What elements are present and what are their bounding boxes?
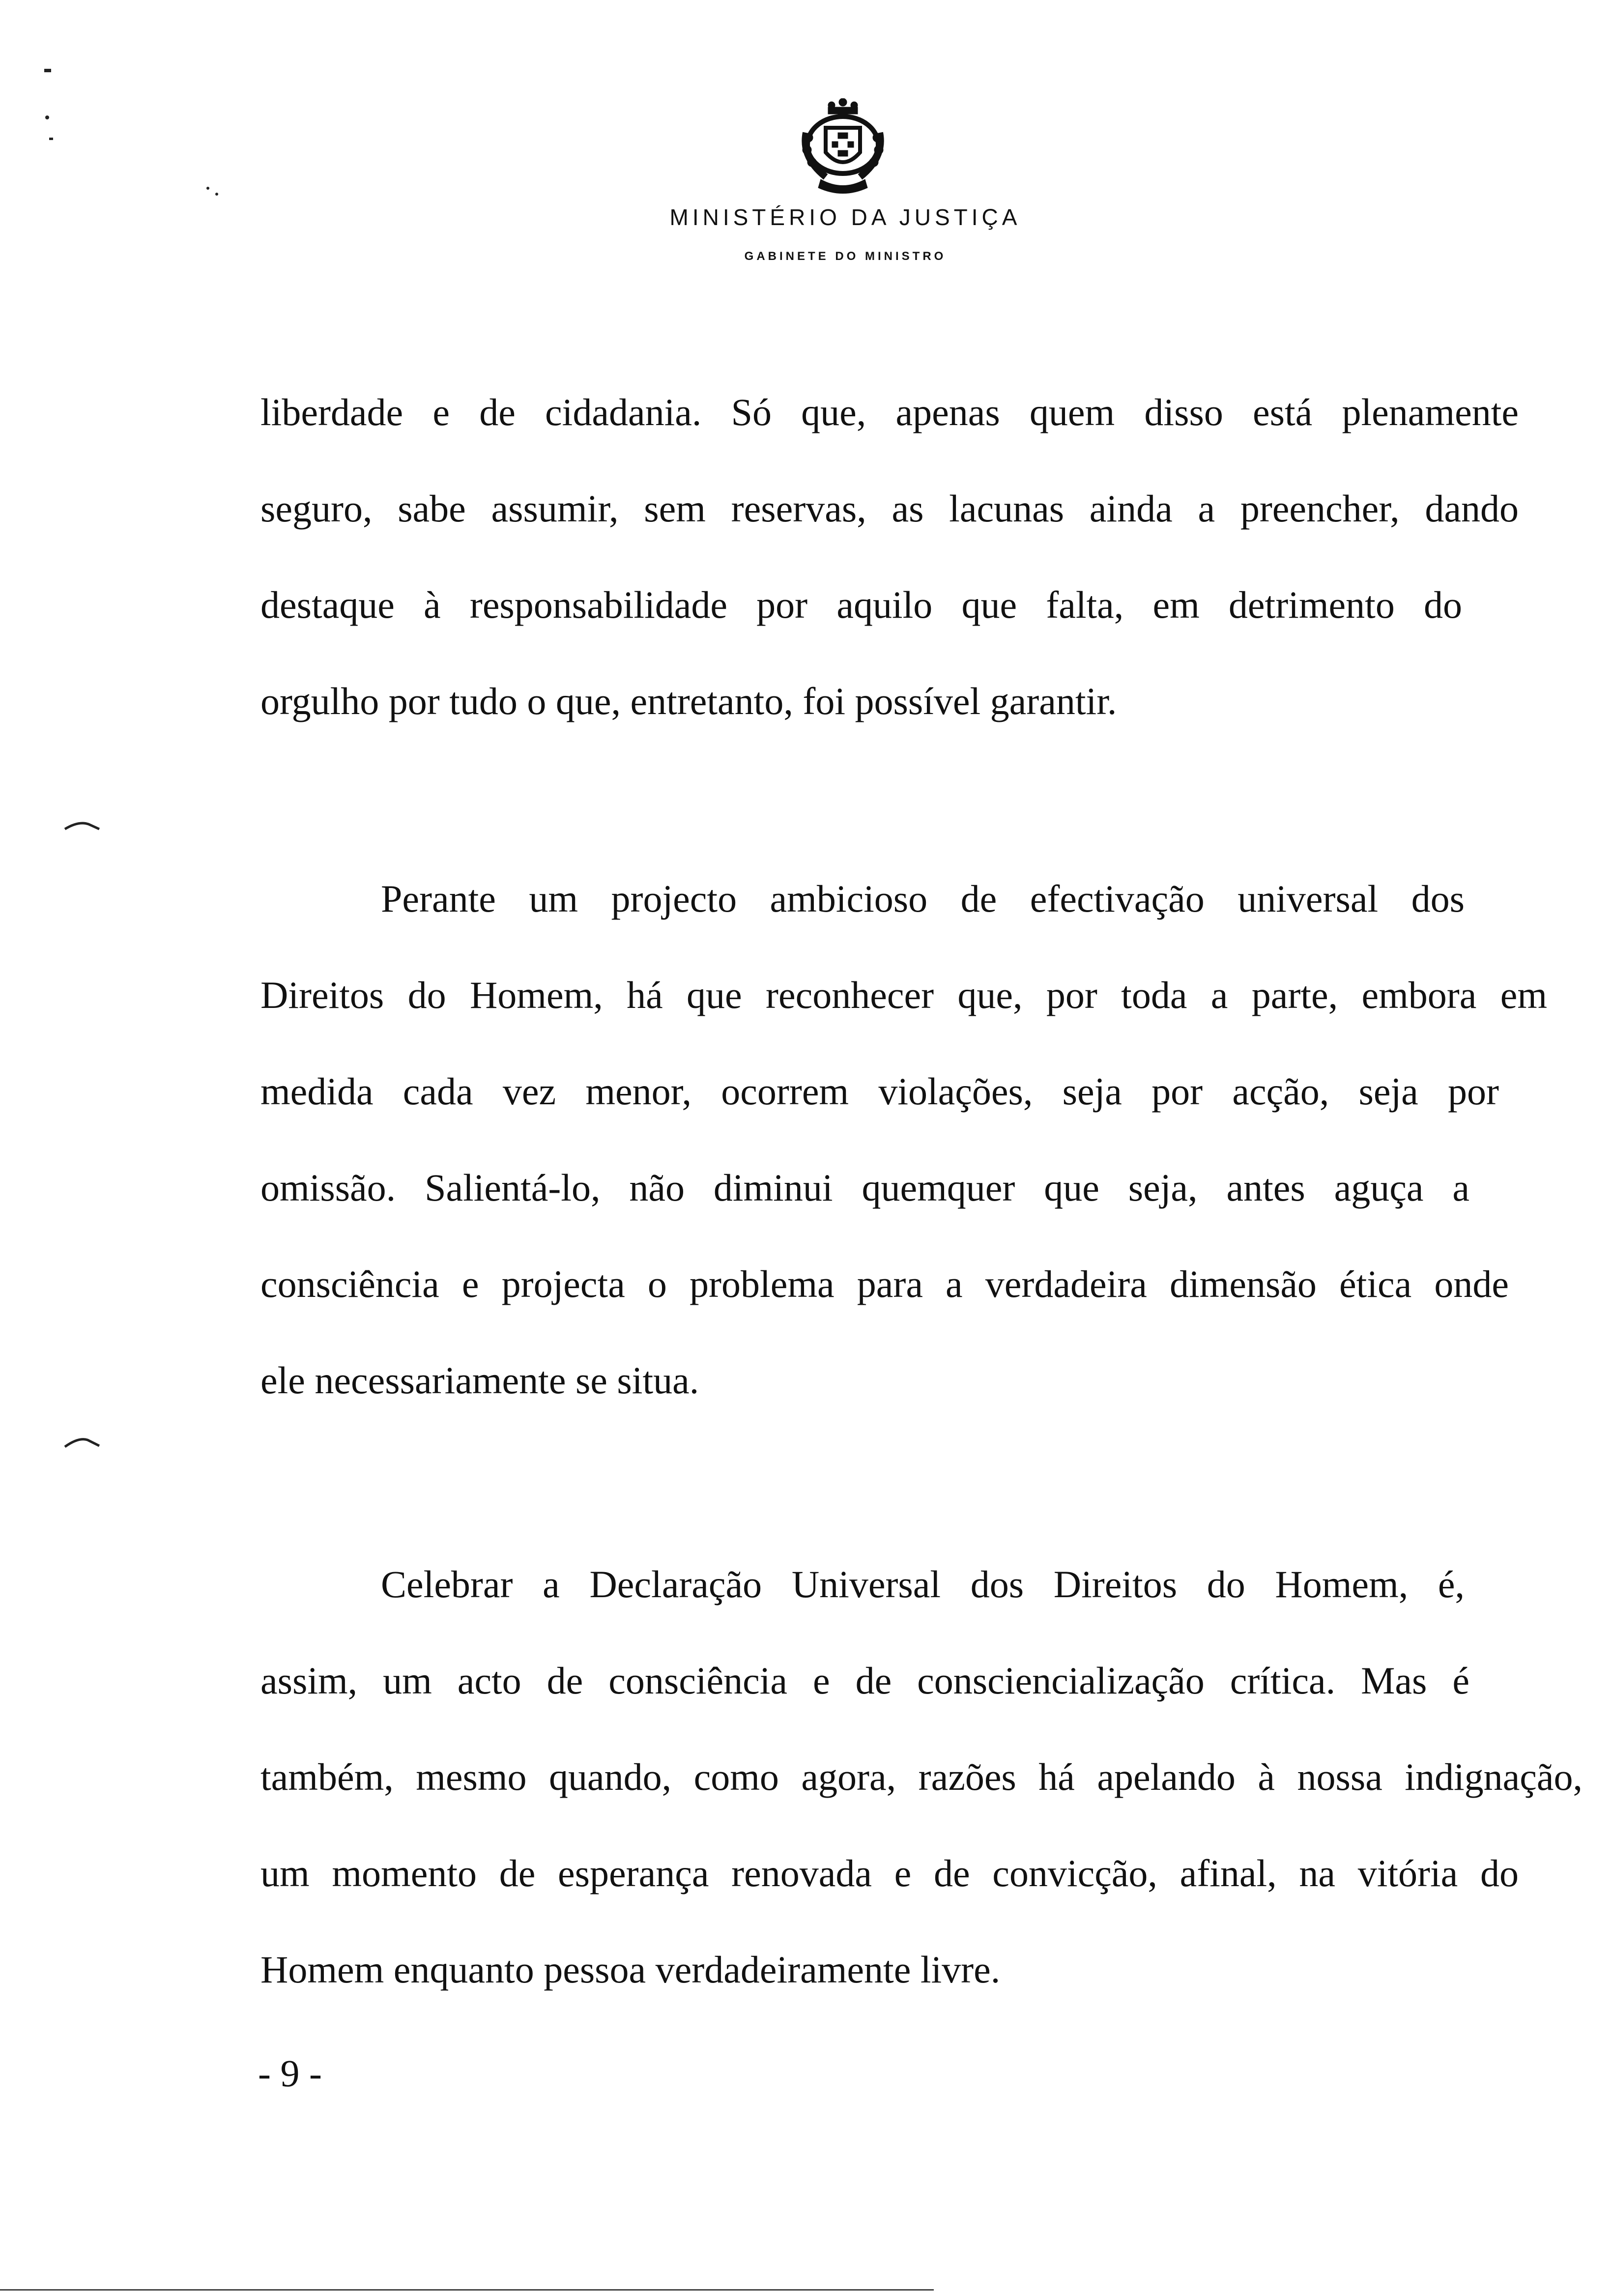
- page-number: - 9 -: [258, 2052, 322, 2095]
- text-line: Direitos do Homem, há que reconhecer que, por toda a parte, embora em: [260, 974, 1547, 1016]
- coat-of-arms-icon: [786, 98, 899, 197]
- text-line: omissão. Salientá-lo, não diminui quemquer que seja, antes aguça a: [260, 1166, 1469, 1209]
- bottom-edge-rule: [0, 2289, 934, 2291]
- scan-mark: [49, 138, 53, 140]
- scan-mark: [45, 115, 49, 119]
- text-line: ele necessariamente se situa.: [260, 1359, 699, 1402]
- cabinet-name: GABINETE DO MINISTRO: [744, 250, 947, 263]
- text-line: assim, um acto de consciência e de consciencialização crítica. Mas é: [260, 1659, 1469, 1702]
- text-line: medida cada vez menor, ocorrem violações, seja por acção, seja por: [260, 1070, 1499, 1113]
- text-line: seguro, sabe assumir, sem reservas, as lacunas ainda a preencher, dando: [260, 487, 1519, 530]
- text-line: Celebrar a Declaração Universal dos Direitos do Homem, é,: [381, 1563, 1465, 1606]
- text-line: liberdade e de cidadania. Só que, apenas quem disso está plenamente: [260, 391, 1519, 433]
- text-line: consciência e projecta o problema para a verdadeira dimensão ética onde: [260, 1263, 1509, 1305]
- text-line: destaque à responsabilidade por aquilo que falta, em detrimento do: [260, 583, 1462, 626]
- scan-mark: [206, 187, 209, 190]
- text-line: orgulho por tudo o que, entretanto, foi possível garantir.: [260, 680, 1117, 722]
- text-line: Perante um projecto ambicioso de efectivação universal dos: [381, 877, 1465, 920]
- text-line: também, mesmo quando, como agora, razões há apelando à nossa indignação,: [260, 1755, 1583, 1798]
- scan-mark: [64, 818, 103, 833]
- ministry-name: MINISTÉRIO DA JUSTIÇA: [669, 204, 1021, 230]
- scan-mark: [64, 1435, 103, 1450]
- text-line: um momento de esperança renovada e de convicção, afinal, na vitória do: [260, 1852, 1519, 1894]
- scan-mark: [44, 69, 51, 72]
- scan-mark: [215, 193, 218, 196]
- text-line: Homem enquanto pessoa verdadeiramente livre.: [260, 1948, 1001, 1991]
